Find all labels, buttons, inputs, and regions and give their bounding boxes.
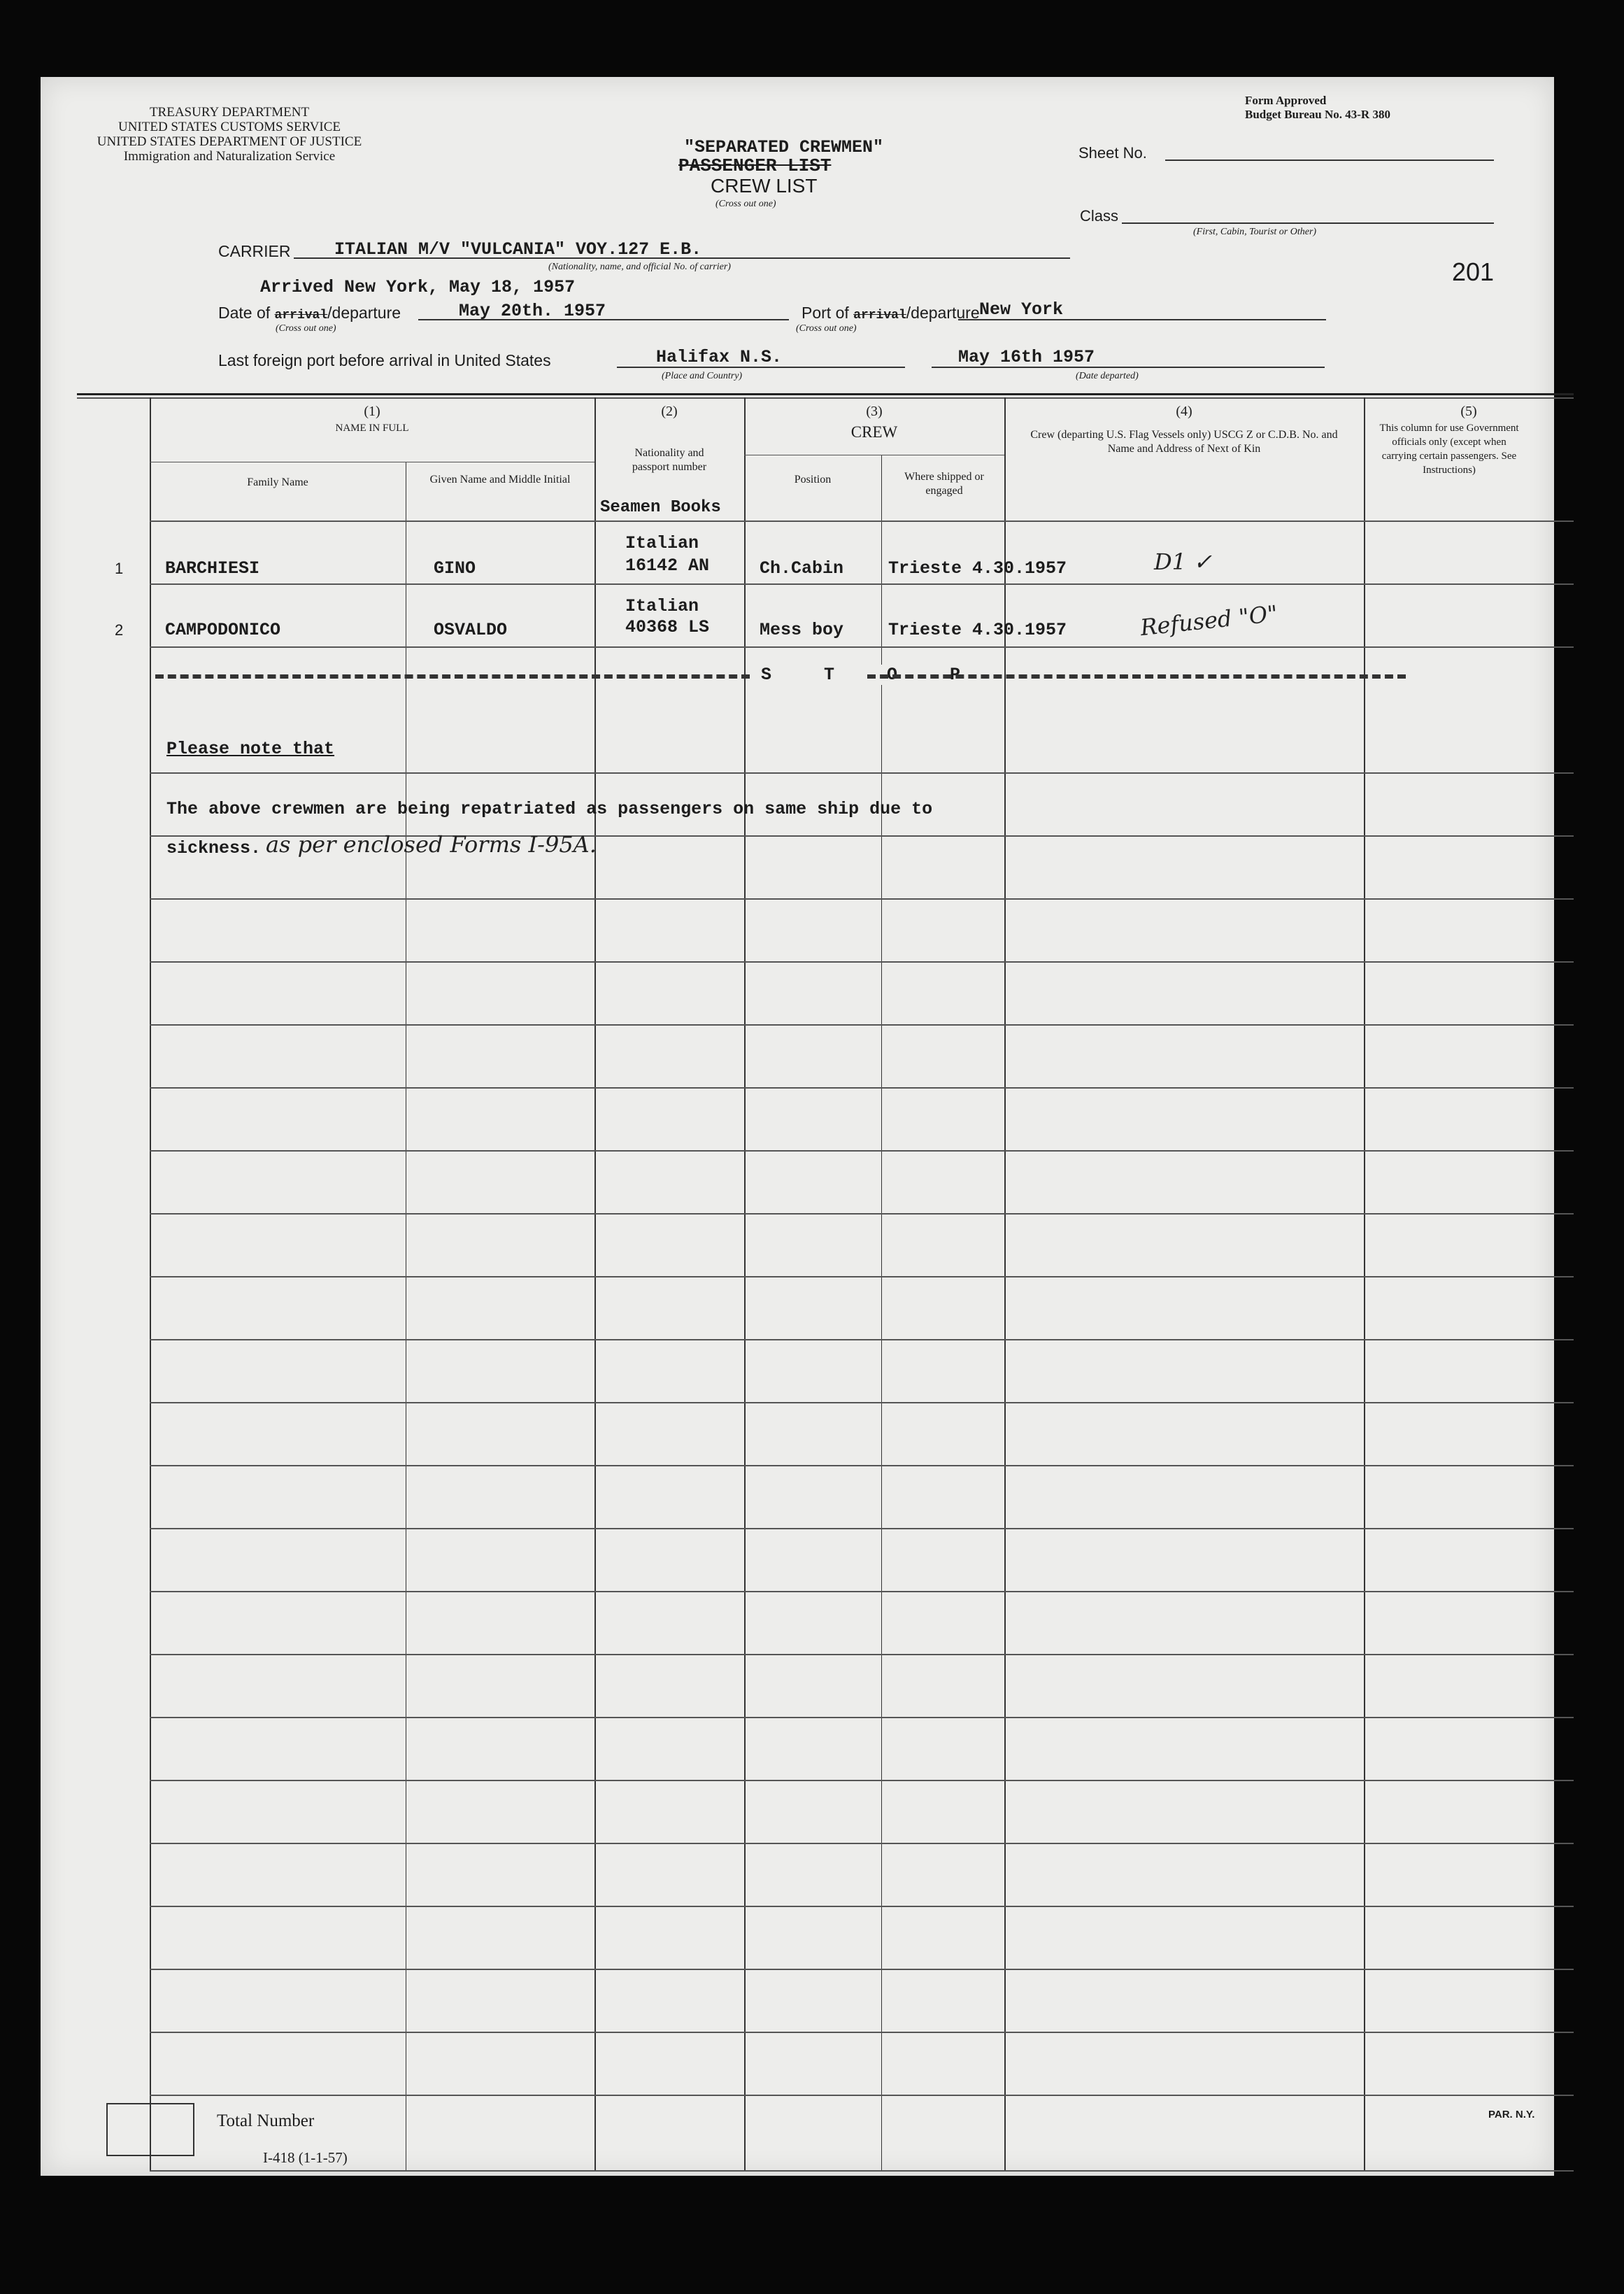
family-name: CAMPODONICO (165, 620, 281, 640)
typed-title: "SEPARATED CREWMEN" (684, 137, 884, 157)
table-top-border-2 (77, 397, 1574, 399)
row-line-1 (150, 583, 1574, 585)
sheet-label: Sheet No. (1078, 144, 1147, 162)
port-label-suffix: /departure (906, 304, 980, 322)
col-line-shipped (881, 455, 882, 2172)
row-line-23 (150, 2032, 1574, 2033)
row-line-16 (150, 1591, 1574, 1592)
foreign-port-line (617, 367, 905, 368)
col5-number: (5) (1460, 404, 1477, 419)
date-value: May 20th. 1957 (459, 301, 606, 321)
agency-line-customs: UNITED STATES CUSTOMS SERVICE (117, 120, 341, 134)
list-title: CREW LIST (711, 175, 818, 197)
foreign-port-value: Halifax N.S. (656, 347, 783, 367)
col3-title: CREW (850, 423, 898, 441)
family-name: BARCHIESI (165, 558, 260, 579)
struck-title: PASSENGER LIST (678, 155, 832, 176)
row-line-21 (150, 1906, 1574, 1907)
carrier-value: ITALIAN M/V "VULCANIA" VOY.127 E.B. (334, 239, 702, 260)
given-name: GINO (434, 558, 476, 579)
given-name: OSVALDO (434, 620, 508, 640)
where-shipped: Trieste 4.30.1957 (888, 620, 1067, 640)
form-code: I-418 (1-1-57) (263, 2149, 348, 2166)
row-line-22 (150, 1969, 1574, 1970)
passport-number: 40368 LS (625, 617, 710, 637)
document-page (41, 77, 1554, 2176)
col3b-header: Where shipped or engaged (904, 471, 984, 497)
arrival-note: Arrived New York, May 18, 1957 (260, 277, 576, 297)
foreign-date-hint: (Date departed) (1076, 371, 1139, 381)
carrier-hint: (Nationality, name, and official No. of carrier) (548, 262, 731, 272)
stop-text: S T O P (755, 665, 987, 685)
row-line-15 (150, 1528, 1574, 1529)
row-number: 1 (115, 560, 124, 577)
col1-number: (1) (364, 404, 380, 419)
port-label-struck: arrival (853, 309, 906, 323)
row-line-5 (150, 898, 1574, 900)
row-line-13 (150, 1402, 1574, 1403)
port-value: New York (979, 299, 1064, 320)
where-shipped: Trieste 4.30.1957 (888, 558, 1067, 579)
col1b-header: Given Name and Middle Initial (429, 474, 571, 486)
note-line-1: The above crewmen are being repatriated as passengers on same ship due to (166, 799, 933, 819)
agency-block (83, 105, 376, 164)
date-label (218, 304, 401, 323)
nationality: Italian (625, 533, 699, 553)
foreign-port-hint: (Place and Country) (662, 371, 743, 381)
position: Mess boy (760, 620, 844, 640)
foreign-port-label: Last foreign port before arrival in United States (218, 351, 551, 369)
row-line-8 (150, 1087, 1574, 1089)
date-label-suffix: /departure (327, 304, 401, 322)
total-number-label: Total Number (217, 2111, 315, 2130)
col2-number: (2) (661, 404, 678, 419)
foreign-date-value: May 16th 1957 (958, 347, 1095, 367)
col2-title: Nationality and passport number (632, 447, 707, 473)
total-number-box (106, 2103, 194, 2156)
handwritten-annotation: D1 ✓ (1154, 548, 1212, 575)
agency-line-treasury: TREASURY DEPARTMENT (149, 105, 310, 120)
row-line-7 (150, 1024, 1574, 1026)
budget-bureau: Budget Bureau No. 43-R 380 (1245, 108, 1390, 121)
date-line (418, 319, 789, 320)
nationality: Italian (625, 596, 699, 616)
row-line-10 (150, 1213, 1574, 1215)
row-line-11 (150, 1276, 1574, 1277)
date-label-prefix: Date of (218, 304, 271, 322)
port-label (802, 304, 980, 323)
handwritten-annotation: Refused "O" (1139, 600, 1279, 642)
row-line-17 (150, 1654, 1574, 1655)
stop-dash-right (867, 674, 1406, 679)
passport-number: 16142 AN (625, 555, 710, 576)
page-number: 201 (1452, 257, 1495, 286)
row-line-12 (150, 1339, 1574, 1340)
header-bottom (150, 521, 1574, 522)
row-line-18 (150, 1717, 1574, 1718)
class-label: Class (1080, 207, 1119, 225)
date-hint: (Cross out one) (276, 323, 336, 334)
row-line-20 (150, 1843, 1574, 1844)
carrier-label: CARRIER (218, 242, 291, 260)
agency-line-ins: Immigration and Naturalization Service (123, 149, 336, 164)
row-line-24 (150, 2095, 1574, 2096)
col4-title: Crew (departing U.S. Flag Vessels only) USCG Z or C.D.B. No. and Name and Address of Next of Kin (1030, 429, 1338, 455)
row-line-19 (150, 1780, 1574, 1781)
row-line-14 (150, 1465, 1574, 1466)
note-handwritten: as per enclosed Forms I-95A. (266, 831, 597, 858)
note-heading: Please note that (166, 739, 335, 759)
carrier-line (294, 257, 1070, 259)
cross-out-note: (Cross out one) (715, 199, 776, 209)
col1a-header: Family Name (247, 476, 308, 488)
port-label-prefix: Port of (802, 304, 849, 322)
col3a-header: Position (794, 474, 832, 486)
date-label-struck: arrival (274, 309, 328, 323)
col3-number: (3) (866, 404, 883, 419)
note-line-2: sickness. (166, 838, 262, 858)
form-approved: Form Approved (1245, 94, 1327, 107)
stop-dash-left (155, 674, 750, 679)
position: Ch.Cabin (760, 558, 844, 579)
col2-typed: Seamen Books (600, 498, 721, 517)
table-bottom-border (150, 2170, 1574, 2172)
class-line (1122, 222, 1494, 224)
port-hint: (Cross out one) (796, 323, 857, 334)
port-line (958, 319, 1326, 320)
row-line-9 (150, 1150, 1574, 1152)
row-line-2 (150, 646, 1574, 648)
row-line-6 (150, 961, 1574, 963)
printer-mark: PAR. N.Y. (1488, 2109, 1535, 2120)
col1-title: NAME IN FULL (335, 423, 409, 434)
col5-title: This column for use Government officials only (except when carrying certain passengers. See Instructions) (1379, 423, 1519, 476)
foreign-date-line (932, 367, 1325, 368)
agency-line-justice: UNITED STATES DEPARTMENT OF JUSTICE (97, 134, 362, 149)
sheet-line (1165, 160, 1494, 161)
table-top-border (77, 393, 1574, 395)
row-line-3 (150, 772, 1574, 774)
crew-table (77, 393, 1574, 2172)
col4-number: (4) (1176, 404, 1192, 419)
row-number: 2 (115, 621, 124, 639)
class-hint: (First, Cabin, Tourist or Other) (1193, 227, 1317, 237)
